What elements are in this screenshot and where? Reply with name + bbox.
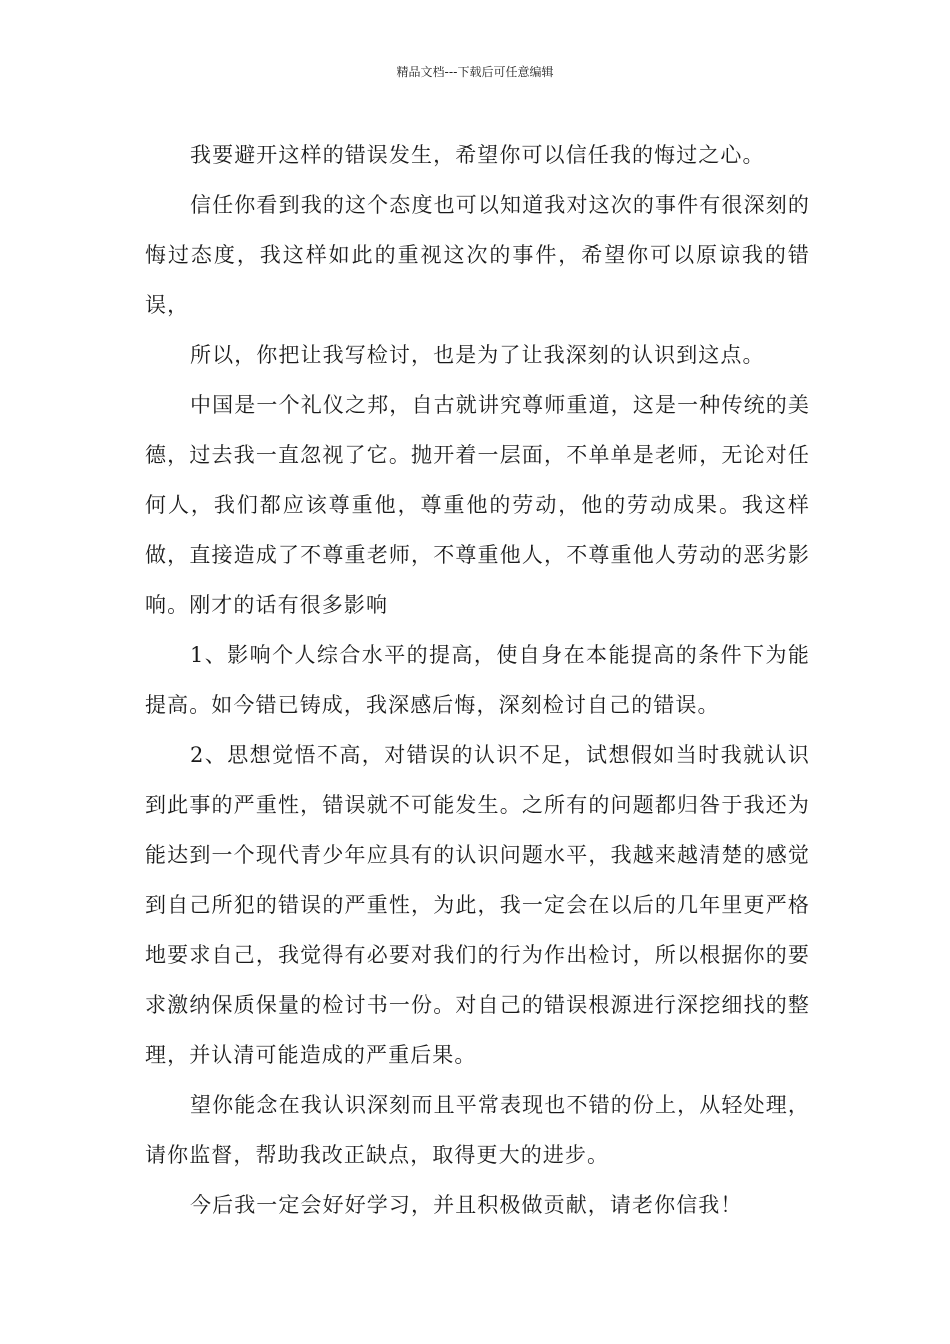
paragraph-4: 中国是一个礼仪之邦，自古就讲究尊师重道，这是一种传统的美德，过去我一直忽视了它。抛开着一层面，不单单是老师，无论对任何人，我们都应该尊重他，尊重他的劳动，他的劳动成果。我这样做，直接造成了不尊重老师，不尊重他人，不尊重他人劳动的恶劣影响。刚才的话有很多影响	[145, 393, 810, 617]
paragraph-3: 所以，你把让我写检讨，也是为了让我深刻的认识到这点。	[190, 343, 765, 367]
paragraph-6: 2、思想觉悟不高，对错误的认识不足，试想假如当时我就认识到此事的严重性，错误就不可能发生。之所有的问题都归咎于我还为能达到一个现代青少年应具有的认识问题水平，我越来越清楚的感觉到自己所犯的错误的严重性，为此，我一定会在以后的几年里更严格地要求自己，我觉得有必要对我们的行为作出检讨，所以根据你的要求激纳保质保量的检讨书一份。对自己的错误根源进行深挖细找的整理，并认清可能造成的严重后果。	[145, 743, 810, 1067]
paragraph-5: 1、影响个人综合水平的提高，使自身在本能提高的条件下为能提高。如今错已铸成，我深感后悔，深刻检讨自己的错误。	[145, 643, 810, 717]
paragraph-8: 今后我一定会好好学习，并且积极做贡献，请老你信我！	[190, 1193, 743, 1217]
document-body	[145, 130, 810, 1230]
page-header: 精品文档---下载后可任意编辑	[396, 65, 554, 79]
paragraph-2: 信任你看到我的这个态度也可以知道我对这次的事件有很深刻的悔过态度，我这样如此的重视这次的事件，希望你可以原谅我的错误，	[145, 193, 810, 317]
paragraph-1: 我要避开这样的错误发生，希望你可以信任我的悔过之心。	[190, 143, 765, 167]
paragraph-7: 望你能念在我认识深刻而且平常表现也不错的份上，从轻处理，请你监督，帮助我改正缺点，取得更大的进步。	[145, 1093, 810, 1167]
